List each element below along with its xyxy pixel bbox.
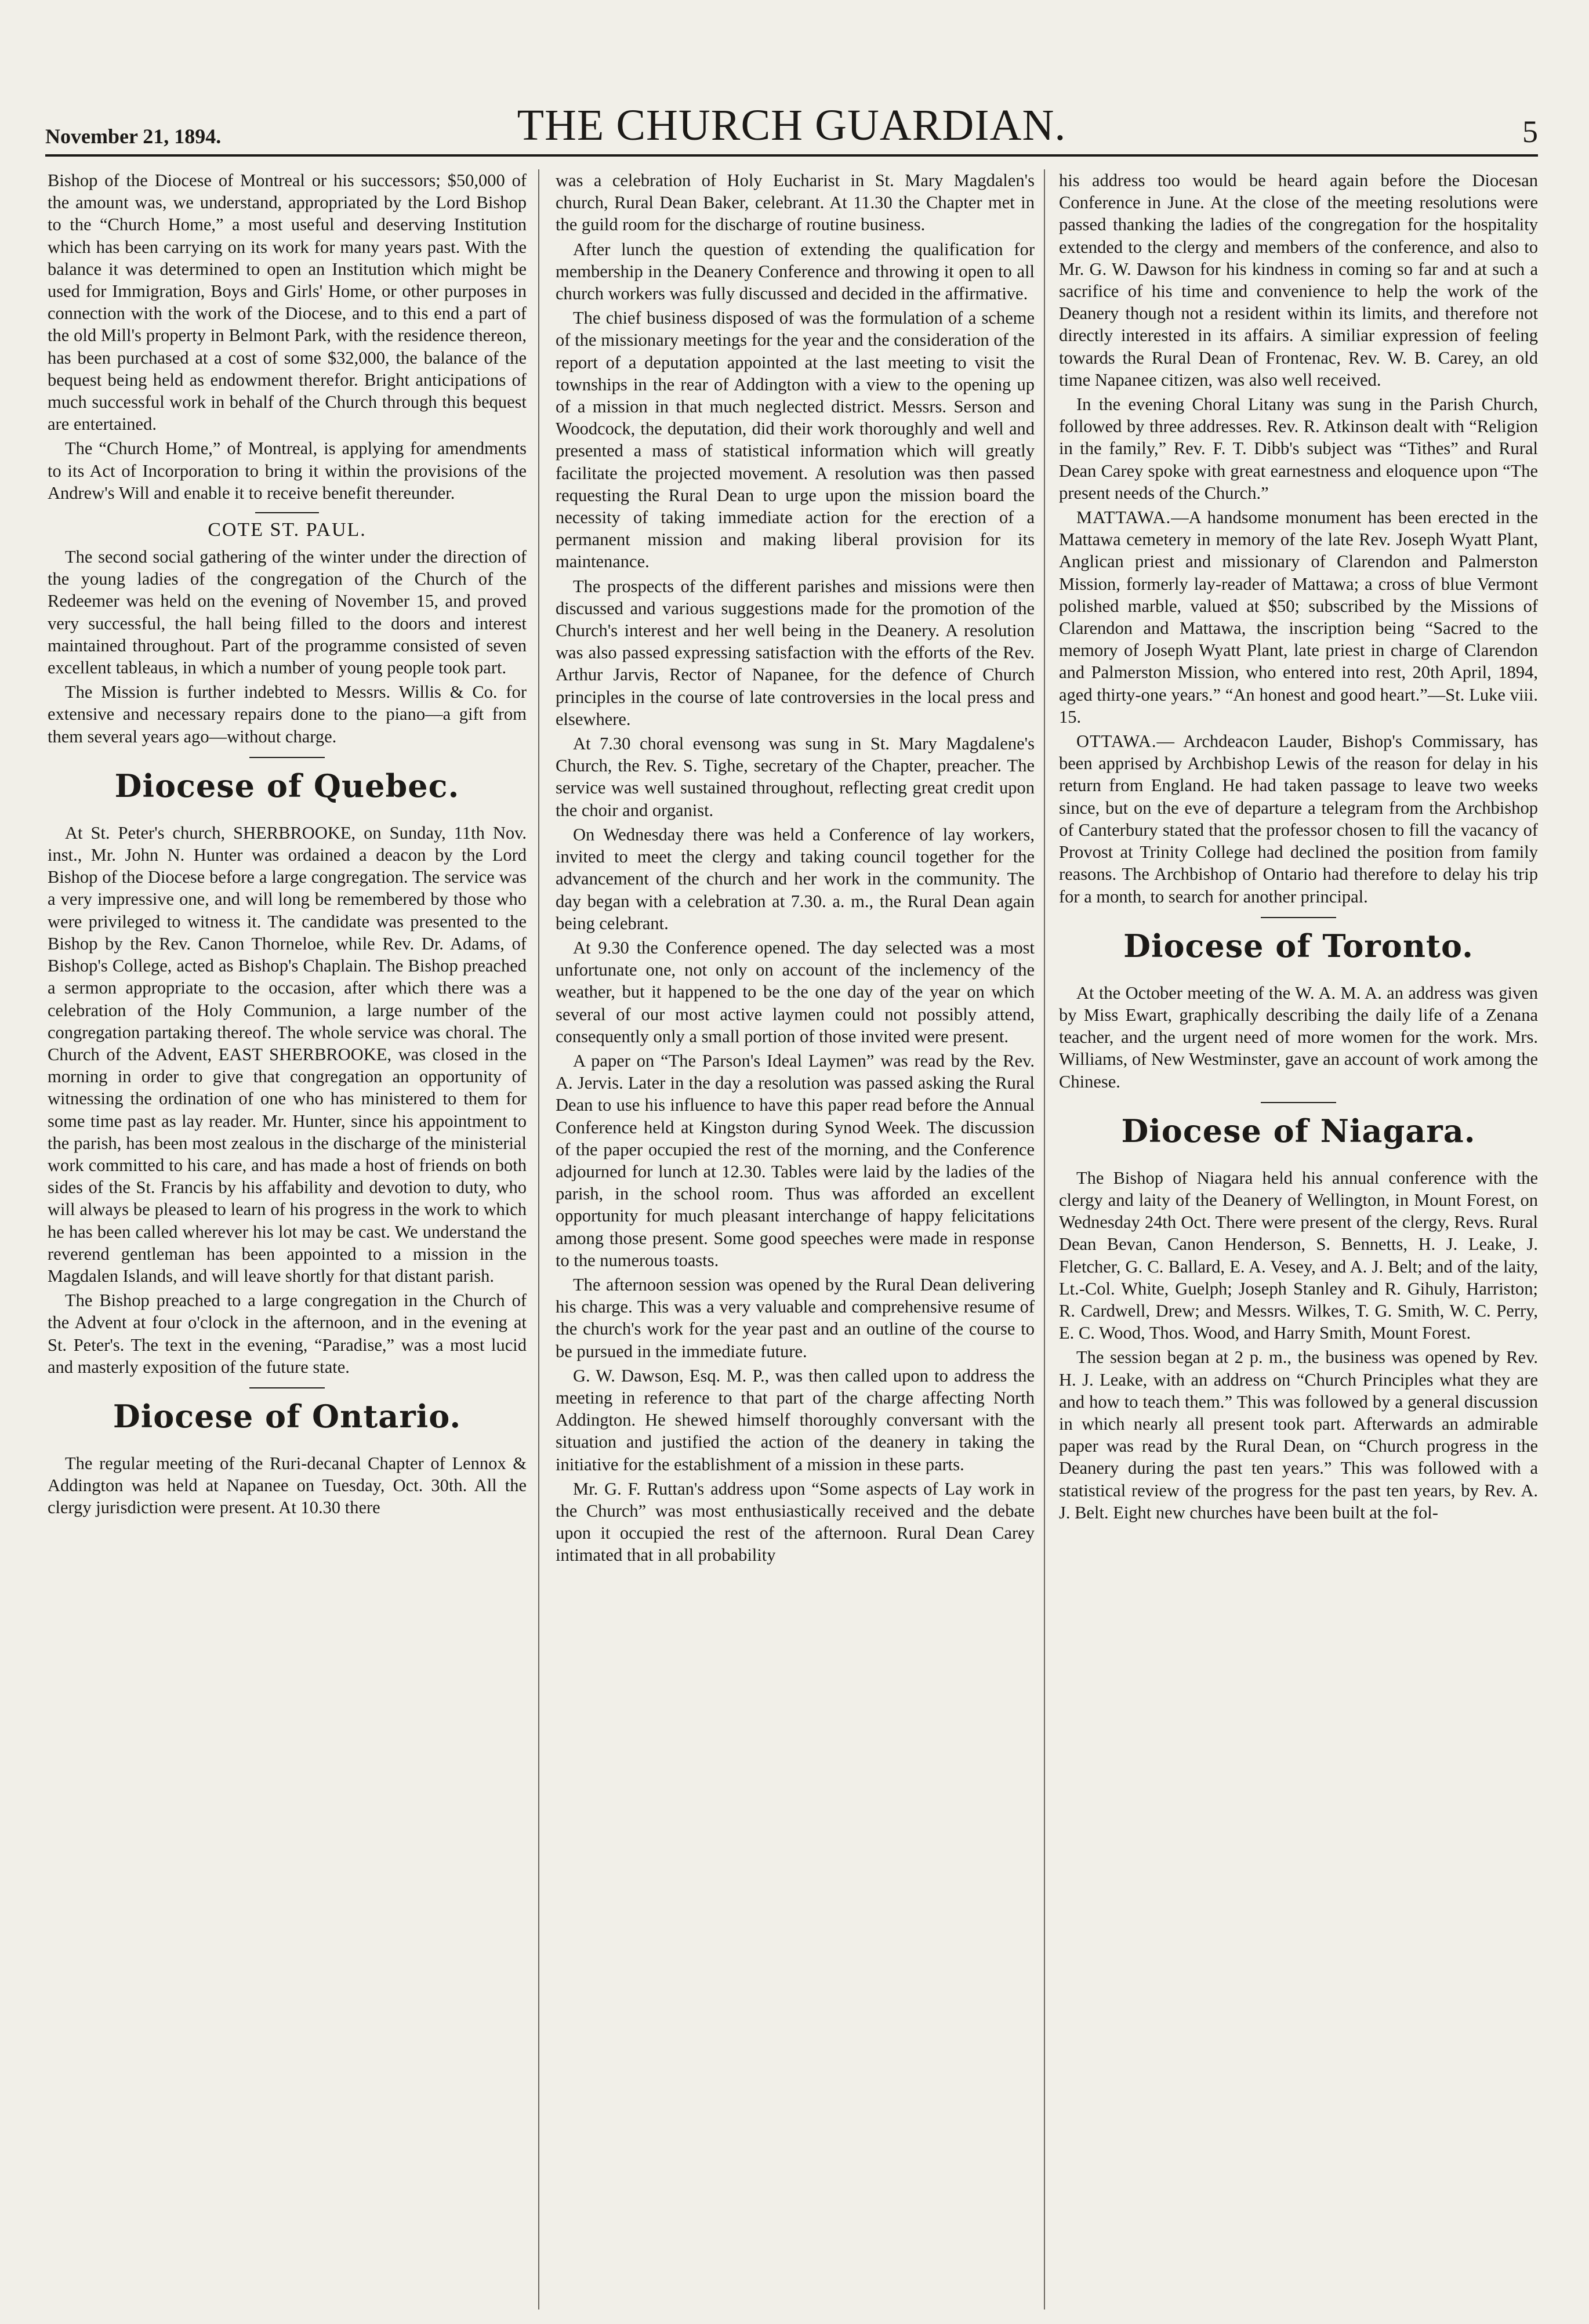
article-paragraph: his address too would be heard again before the Diocesan Conference in June. At the close of the meeting resolutions were passed thanking the ladies of the congregation for the hospitality extended to the clergy and members of the conference, and also to Mr. G. W. Dawson for his kindness in coming so far and at such a sacrifice of his time and convenience to help the work of the Deanery though not a resident within its limits, and therefore not directly interested in its affairs. A similiar expression of feeling towards the Rural Dean of Frontenac, Rev. W. B. Carey, an old time Napanee citizen, was also well received. [1059, 171, 1538, 390]
page-number: 5 [1522, 114, 1538, 149]
article-paragraph [1059, 730, 1538, 908]
column-middle [556, 169, 1035, 2310]
article-paragraph: After lunch the question of extending the qualification for membership in the Deanery Conference and throwing it open to all church workers was fully discussed and decided in the affirmative. [556, 239, 1035, 304]
article-paragraph: The session began at 2 p. m., the business was opened by Rev. H. J. Leake, with an address on “Church Principles what they are and how to teach them.” This was followed by a general discussion in which nearly all present took part. Afterwards an admirable paper was read by the Rural Dean, on “Church progress in the Deanery during the past ten years.” This was followed with a statistical review of the progress for the past ten years, by Rev. A. J. Belt. Eight new churches have been built at the fol- [1059, 1347, 1538, 1522]
article-paragraph: At 9.30 the Conference opened. The day selected was a most unfortunate one, not only on account of the inclemency of the weather, but it happened to be the one day of the year on which several of our most active laymen could not possibly attend, consequently only a small portion of those invited were present. [556, 937, 1035, 1046]
article-paragraph: The prospects of the different parishes and missions were then discussed and various suggestions made for the promotion of the Church's interest and her well being in the Deanery. A resolution was also passed expressing satisfaction with the efforts of the Rev. Arthur Jarvis, Rector of Napanee, for the defence of Church principles in the course of late controversies in the local press and elsewhere. [556, 576, 1035, 729]
article-paragraph: A paper on “The Parson's Ideal Laymen” was read by the Rev. A. Jervis. Later in the day a resolution was passed asking the Rural Dean to use his influence to have this paper read before the Annual Conference held at Kingston during Synod Week. The discussion of the paper occupied the rest of the morning, and the Conference adjourned for lunch at 12.30. Tables were laid by the ladies of the parish, in the school room. Thus was afforded an excellent opportunity for much pleasant interchange of happy felicitations among those present. Some good speeches were made in response to the numerous toasts. [556, 1050, 1035, 1270]
article-paragraph: G. W. Dawson, Esq. M. P., was then called upon to address the meeting in reference to that part of the charge affecting North Addington. He shewed himself thoroughly conversant with the situation and justified the action of the deanery in taking the initiative for the establishment of a mission in these parts. [556, 1365, 1035, 1474]
article-text: —A handsome monument has been erected in the Mattawa cemetery in memory of the late Rev. Joseph Wyatt Plant, Anglican priest and missionary of Clarendon and Palmerston Mission, formerly lay-reader of Mattawa; a cross of blue Vermont polished marble, valued at $50; subscribed by the Missions of Clarendon and Mattawa, the inscription being “Sacred to the memory of Joseph Wyatt Plant, late priest in charge of Clarendon and Palmerston Mission, who entered into rest, 20th April, 1894, aged thirty-one years.” “An honest and good heart.”—St. Luke viii. 15. [1059, 507, 1538, 727]
article-paragraph: At 7.30 choral evensong was sung in St. Mary Magdalene's Church, the Rev. S. Tighe, secretary of the Chapter, preacher. The service was well sustained throughout, reflecting great credit upon the choir and organist. [556, 734, 1035, 820]
article-paragraph: The second social gathering of the winter under the direction of the young ladies of the congregation of the Church of the Redeemer was held on the evening of November 15, and proved very successful, the hall being filled to the doors and interest maintained throughout. Part of the programme consisted of seven excellent tableaus, in which a number of young people took part. [48, 547, 527, 678]
issue-date: November 21, 1894. [45, 125, 222, 148]
article-paragraph: The “Church Home,” of Montreal, is applying for amendments to its Act of Incorporation to bring it within the provisions of the Andrew's Will and enable it to receive benefit thereunder. [48, 438, 527, 503]
article-paragraph: The chief business disposed of was the formulation of a scheme of the missionary meetings for the year and the consideration of the report of a deputation appointed at the last meeting to visit the townships in the rear of Addington with a view to the opening up of a mission in that much neglected district. Messrs. Serson and Woodcock, the deputation, did their work thoroughly and well and presented a mass of statistical information which will greatly facilitate the projected movement. A resolution was then passed requesting the Rural Dean to urge upon the mission board the necessity of taking immediate action for the erection of a permanent mission and making liberal provision for its maintenance. [556, 308, 1035, 572]
article-paragraph: On Wednesday there was held a Conference of lay workers, invited to meet the clergy and taking council together for the advancement of the church and her work in the community. The day began with a celebration at 7.30. a. m., the Rural Dean again being celebrant. [556, 824, 1035, 933]
article-paragraph: In the evening Choral Litany was sung in the Parish Church, followed by three addresses. Rev. R. Atkinson dealt with “Religion in the family,” Rev. F. T. Dibb's subject was “Tithes” and Rural Dean Carey spoke with great earnestness and eloquence upon “The present needs of the Church.” [1059, 394, 1538, 503]
article-paragraph: The regular meeting of the Ruri-decanal Chapter of Lennox & Addington was held at Napanee on Tuesday, Oct. 30th. All the clergy jurisdiction were present. At 10.30 there [48, 1453, 527, 1518]
article-paragraph: The Mission is further indebted to Messrs. Willis & Co. for extensive and necessary repairs done to the piano—a gift from them several years ago—without charge. [48, 682, 527, 746]
place-name: MATTAWA. [1076, 507, 1171, 528]
diocese-heading: Diocese of Niagara. [1059, 1112, 1538, 1150]
diocese-heading: Diocese of Toronto. [1059, 927, 1538, 965]
diocese-heading: Diocese of Quebec. [48, 767, 527, 804]
article-paragraph: At the October meeting of the W. A. M. A. an address was given by Miss Ewart, graphically describing the daily life of a Zenana teacher, and the urgent need of more women for the work. Mrs. Williams, of New Westminster, gave an account of work among the Chinese. [1059, 982, 1538, 1092]
article-text: — Archdeacon Lauder, Bishop's Commissary, has been apprised by Archbishop Lewis of the reason for delay in his return from England. He had taken passage to leave two weeks since, but on the eve of departure a telegram from the Archbishop of Canterbury stated that the professor chosen to fill the vacancy of Provost at Trinity College had declined the position from family reasons. The Archbishop of Ontario had therefore to delay his trip for a month, to search for another principal. [1059, 731, 1538, 907]
article-paragraph: was a celebration of Holy Eucharist in St. Mary Magdalen's church, Rural Dean Baker, celebrant. At 11.30 the Chapter met in the guild room for the discharge of routine business. [556, 171, 1035, 235]
column-divider [1044, 169, 1045, 2310]
column-left [48, 169, 527, 2310]
place-name: OTTAWA. [1076, 731, 1157, 752]
article-paragraph: Bishop of the Diocese of Montreal or his successors; $50,000 of the amount was, we understand, appropriated by the Lord Bishop to the “Church Home,” a most useful and deserving Institution which has been carrying on its work for many years past. With the balance it was determined to open an Institution which might be used for Immigration, Boys and Girls' Home, or other purposes in connection with the work of the Diocese, and to this end a part of the old Mill's property in Belmont Park, with the residence thereon, has been purchased at a cost of some $32,000, the balance of the bequest being held as endowment therefor. Bright anticipations of much successful work in behalf of the Church through this bequest are entertained. [48, 171, 527, 434]
article-paragraph: The afternoon session was opened by the Rural Dean delivering his charge. This was a very valuable and comprehensive resume of the church's work for the year past and an outline of the course to be pursued in the immediate future. [556, 1274, 1035, 1361]
article-paragraph [1059, 506, 1538, 728]
diocese-heading: Diocese of Ontario. [48, 1398, 527, 1435]
article-paragraph: The Bishop of Niagara held his annual conference with the clergy and laity of the Deanery of Wellington, in Mount Forest, on Wednesday 24th Oct. There were present of the clergy, Revs. Rural Dean Bevan, Canon Henderson, S. Bennetts, H. J. Leake, J. Fletcher, G. C. Ballard, E. A. Vesey, and A. J. Belt; and of the laity, Lt.-Col. White, Guelph; Joseph Stanley and R. Gihuly, Harriston; R. Cardwell, Drew; and Messrs. Wilkes, T. G. Smith, W. C. Perry, E. C. Wood, Thos. Wood, and Harry Smith, Mount Forest. [1059, 1168, 1538, 1343]
article-paragraph: At St. Peter's church, SHERBROOKE, on Sunday, 11th Nov. inst., Mr. John N. Hunter was ordained a deacon by the Lord Bishop of the Diocese before a large congregation. The service was a very impressive one, and will long be remembered by those who were privileged to witness it. The candidate was presented to the Bishop by the Rev. Canon Thorneloe, while Rev. Dr. Adams, of Bishop's College, acted as Bishop's Chaplain. The Bishop preached a sermon appropriate to the occasion, after which there was a celebration of the Holy Communion, a large number of the congregation partaking thereof. The whole service was choral. The Church of the Advent, EAST SHERBROOKE, was closed in the morning in order to give that congregation an opportunity of witnessing the ordination of one who has ministered to them for some time past as lay reader. Mr. Hunter, since his appointment to the parish, has been most zealous in the discharge of the ministerial work committed to his care, and has made a host of friends on both sides of the St. Francis by his affability and devotion to duty, who will always be pleased to learn of his progress in the work to which he has been called wherever his lot may be cast. We understand the reverend gentleman has been appointed to a mission in the Magdalen Islands, and will leave shortly for that distant parish. [48, 822, 527, 1286]
header-rule [45, 154, 1538, 157]
newspaper-title: THE CHURCH GUARDIAN. [517, 101, 1066, 150]
column-divider [538, 169, 539, 2310]
section-subheading: COTE ST. PAUL. [48, 512, 527, 541]
article-paragraph: Mr. G. F. Ruttan's address upon “Some aspects of Lay work in the Church” was most enthusiastically received and the debate upon it occupied the rest of the afternoon. Rural Dean Carey intimated that in all probability [556, 1478, 1035, 1565]
masthead [45, 99, 1538, 157]
article-paragraph: The Bishop preached to a large congregation in the Church of the Advent at four o'clock in the afternoon, and in the evening at St. Peter's. The text in the evening, “Paradise,” was a most lucid and masterly exposition of the future state. [48, 1290, 527, 1377]
column-right [1059, 169, 1538, 2310]
